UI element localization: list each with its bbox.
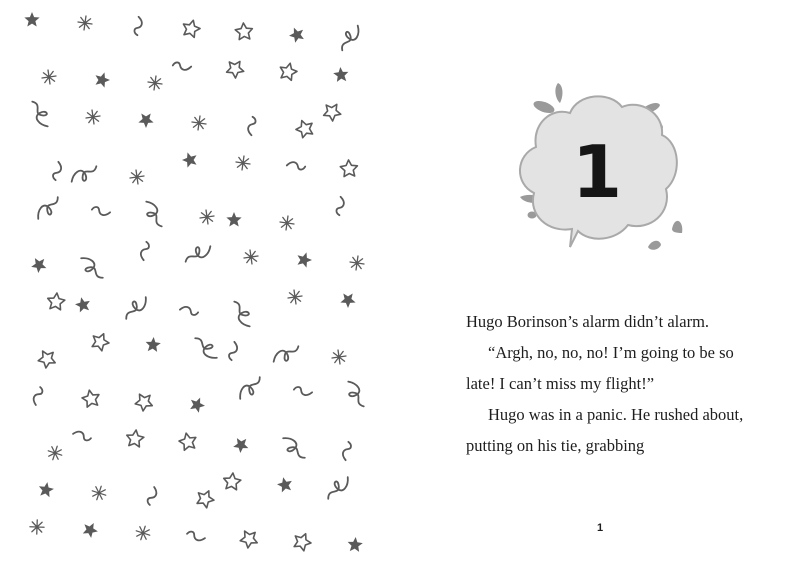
sparkle-doodle-icon: [189, 113, 209, 133]
star-doodle-icon: [37, 481, 54, 498]
star-doodle-icon: [226, 212, 241, 227]
sparkle-doodle-icon: [277, 213, 297, 233]
star-doodle-icon: [340, 294, 355, 309]
text-page: [400, 0, 800, 565]
star-outline-doodle-icon: [220, 471, 244, 495]
star-outline-doodle-icon: [195, 490, 215, 509]
curl-doodle-icon: [287, 161, 306, 171]
curl-doodle-icon: [139, 241, 150, 260]
star-doodle-icon: [138, 114, 153, 129]
swirl-doodle-icon: [79, 254, 103, 284]
sparkle-doodle-icon: [197, 207, 217, 227]
curl-doodle-icon: [133, 17, 143, 36]
star-doodle-icon: [298, 252, 313, 267]
swirl-doodle-icon: [271, 346, 301, 364]
swirl-doodle-icon: [236, 377, 266, 401]
curl-doodle-icon: [341, 441, 352, 460]
curl-doodle-icon: [228, 342, 239, 361]
sparkle-doodle-icon: [27, 517, 47, 537]
sparkle-doodle-icon: [90, 484, 109, 503]
star-doodle-icon: [182, 152, 197, 167]
swirl-doodle-icon: [323, 475, 353, 499]
star-doodle-icon: [24, 12, 39, 27]
sparkle-doodle-icon: [241, 247, 261, 267]
curl-doodle-icon: [91, 206, 110, 217]
sparkle-doodle-icon: [285, 287, 305, 307]
star-doodle-icon: [288, 27, 304, 43]
swirl-doodle-icon: [346, 379, 364, 409]
star-doodle-icon: [82, 521, 99, 538]
sparkle-doodle-icon: [329, 347, 349, 367]
star-outline-doodle-icon: [232, 21, 255, 44]
star-outline-doodle-icon: [88, 330, 112, 354]
star-outline-doodle-icon: [180, 19, 202, 40]
star-doodle-icon: [31, 258, 47, 274]
sparkle-doodle-icon: [127, 167, 147, 187]
sparkle-doodle-icon: [39, 67, 59, 87]
star-outline-doodle-icon: [37, 349, 56, 369]
swirl-doodle-icon: [144, 199, 162, 229]
curl-doodle-icon: [146, 487, 159, 506]
sparkle-doodle-icon: [75, 13, 95, 33]
star-outline-doodle-icon: [126, 429, 145, 449]
sparkle-doodle-icon: [83, 107, 103, 127]
sparkle-doodle-icon: [134, 524, 153, 543]
sparkle-doodle-icon: [347, 253, 367, 273]
paragraph: “Argh, no, no, no! I’m going to be so late! I can’t miss my flight!”: [466, 343, 734, 393]
star-outline-doodle-icon: [133, 390, 157, 414]
curl-doodle-icon: [247, 116, 257, 135]
star-doodle-icon: [96, 72, 111, 87]
star-doodle-icon: [145, 336, 161, 352]
star-outline-doodle-icon: [276, 60, 299, 83]
star-outline-doodle-icon: [321, 100, 344, 123]
curl-doodle-icon: [52, 162, 63, 181]
curl-doodle-icon: [335, 197, 345, 216]
swirl-doodle-icon: [69, 166, 99, 184]
sparkle-doodle-icon: [46, 444, 65, 463]
star-outline-doodle-icon: [290, 530, 314, 554]
story-text: [466, 306, 756, 461]
swirl-doodle-icon: [183, 244, 213, 262]
chapter-number: 1: [571, 130, 623, 214]
swirl-doodle-icon: [281, 434, 305, 464]
star-outline-doodle-icon: [44, 291, 68, 315]
curl-doodle-icon: [31, 387, 44, 406]
curl-doodle-icon: [172, 61, 191, 71]
star-doodle-icon: [190, 397, 206, 413]
swirl-doodle-icon: [34, 197, 64, 221]
star-outline-doodle-icon: [81, 389, 101, 408]
swirl-doodle-icon: [195, 333, 219, 363]
star-outline-doodle-icon: [224, 58, 245, 80]
curl-doodle-icon: [187, 530, 206, 543]
star-outline-doodle-icon: [177, 431, 201, 455]
star-outline-doodle-icon: [339, 158, 360, 180]
star-doodle-icon: [233, 438, 249, 454]
swirl-doodle-icon: [121, 295, 151, 319]
chapter-badge: [500, 75, 700, 265]
sparkle-doodle-icon: [145, 73, 165, 93]
star-outline-doodle-icon: [239, 529, 258, 549]
curl-doodle-icon: [293, 386, 312, 397]
star-outline-doodle-icon: [294, 118, 316, 139]
swirl-doodle-icon: [234, 299, 252, 329]
swirl-doodle-icon: [335, 24, 363, 51]
curl-doodle-icon: [180, 305, 199, 316]
star-doodle-icon: [276, 477, 292, 493]
paragraph: Hugo Borinson’s alarm didn’t alarm.: [466, 312, 710, 331]
star-doodle-icon: [333, 66, 349, 82]
star-doodle-icon: [74, 297, 90, 313]
sparkle-doodle-icon: [233, 153, 253, 173]
curl-doodle-icon: [73, 429, 92, 442]
star-doodle-icon: [347, 536, 363, 552]
page-number: 1: [596, 522, 604, 534]
swirl-doodle-icon: [32, 99, 50, 129]
paragraph: Hugo was in a panic. He rushed about, putting on his tie, grabbing: [466, 405, 744, 455]
